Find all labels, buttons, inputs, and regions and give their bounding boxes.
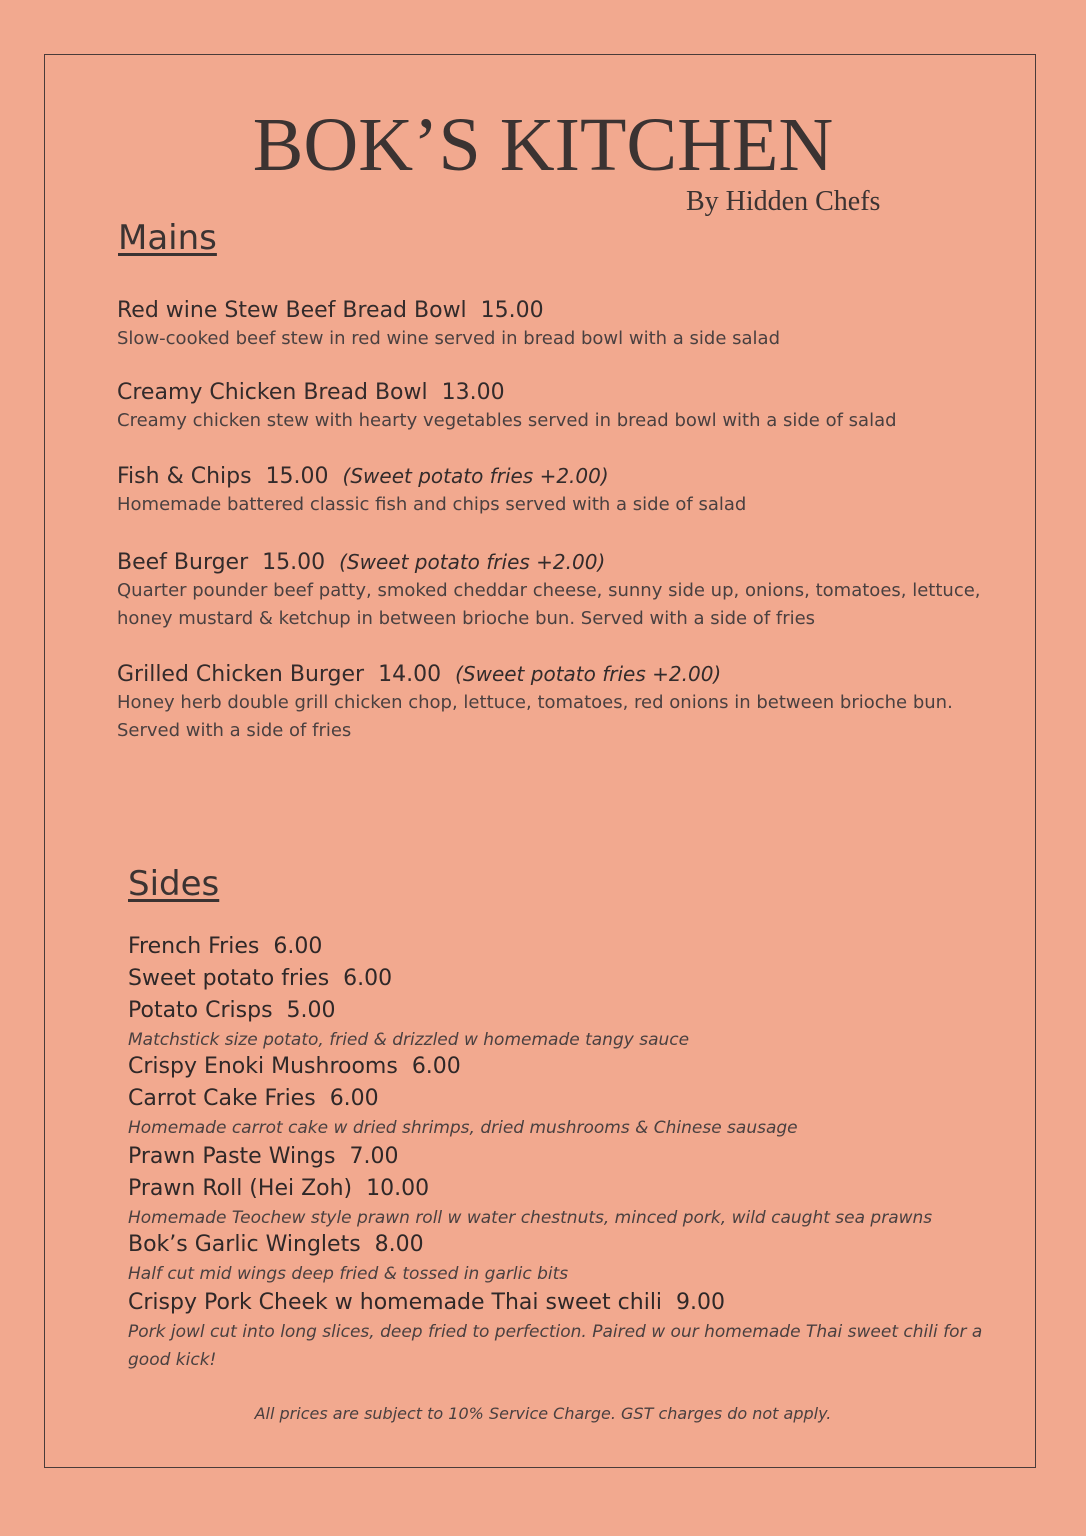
item-upgrade-note: (Sweet potato fries +2.00) <box>342 464 609 488</box>
item-name: Beef Burger <box>117 550 249 575</box>
side-item <box>128 1288 1008 1374</box>
item-name: Crispy Enoki Mushrooms <box>128 1054 398 1079</box>
item-description: Honey herb double grill chicken chop, lettuce, tomatoes, red onions in between brioche bun. Served with a side of fries <box>117 692 953 741</box>
item-price: 5.00 <box>286 998 336 1023</box>
item-price: 15.00 <box>480 298 544 323</box>
item-price: 7.00 <box>349 1144 399 1169</box>
item-upgrade-note: (Sweet potato fries +2.00) <box>339 550 606 574</box>
item-name: Crispy Pork Cheek w homemade Thai sweet chili <box>128 1290 663 1315</box>
side-item <box>128 1052 1008 1082</box>
restaurant-subtitle: By Hidden Chefs <box>686 186 881 217</box>
item-name: French Fries <box>128 934 260 959</box>
item-description: Pork jowl cut into long slices, deep fried to perfection. Paired w our homemade Thai sweet chili for a good kick! <box>128 1322 983 1370</box>
item-name: Red wine Stew Beef Bread Bowl <box>117 298 467 323</box>
side-item <box>128 996 1008 1054</box>
side-item <box>128 932 1008 962</box>
side-item <box>128 1174 1008 1232</box>
main-item <box>117 662 997 745</box>
item-description: Homemade carrot cake w dried shrimps, dried mushrooms & Chinese sausage <box>128 1118 798 1138</box>
item-price: 15.00 <box>265 464 329 489</box>
item-name: Potato Crisps <box>128 998 273 1023</box>
item-description: Slow-cooked beef stew in red wine served in bread bowl with a side salad <box>117 328 781 349</box>
side-item <box>128 964 1008 994</box>
item-price: 6.00 <box>411 1054 461 1079</box>
item-name: Prawn Paste Wings <box>128 1144 336 1169</box>
item-description: Quarter pounder beef patty, smoked cheddar cheese, sunny side up, onions, tomatoes, lettuce, honey mustard & ketchup in between brioche bun. Served with a side of fries <box>117 580 981 629</box>
item-name: Sweet potato fries <box>128 966 330 991</box>
item-price: 14.00 <box>378 662 442 687</box>
item-price: 6.00 <box>273 934 323 959</box>
item-price: 8.00 <box>374 1232 424 1257</box>
item-price: 15.00 <box>262 550 326 575</box>
item-description: Matchstick size potato, fried & drizzled w homemade tangy sauce <box>128 1030 690 1050</box>
item-name: Creamy Chicken Bread Bowl <box>117 380 428 405</box>
item-price: 10.00 <box>366 1176 430 1201</box>
item-description: Homemade Teochew style prawn roll w water chestnuts, minced pork, wild caught sea prawns <box>128 1208 933 1228</box>
main-item <box>117 464 997 519</box>
service-charge-note: All prices are subject to 10% Service Charge. GST charges do not apply. <box>254 1404 832 1423</box>
item-upgrade-note: (Sweet potato fries +2.00) <box>455 662 722 686</box>
item-description: Creamy chicken stew with hearty vegetables served in bread bowl with a side of salad <box>117 410 897 431</box>
item-name: Bok’s Garlic Winglets <box>128 1232 361 1257</box>
sides-heading: Sides <box>128 864 220 904</box>
item-name: Fish & Chips <box>117 464 252 489</box>
item-price: 6.00 <box>343 966 393 991</box>
item-price: 9.00 <box>676 1290 726 1315</box>
item-price: 6.00 <box>329 1086 379 1111</box>
main-item <box>117 550 997 633</box>
item-description: Half cut mid wings deep fried & tossed in garlic bits <box>128 1264 569 1284</box>
item-price: 13.00 <box>441 380 505 405</box>
side-item <box>128 1084 1008 1142</box>
item-description: Homemade battered classic fish and chips served with a side of salad <box>117 494 747 515</box>
item-name: Prawn Roll (Hei Zoh) <box>128 1176 353 1201</box>
side-item <box>128 1142 1008 1172</box>
mains-heading: Mains <box>118 218 217 258</box>
item-name: Grilled Chicken Burger <box>117 662 365 687</box>
item-name: Carrot Cake Fries <box>128 1086 316 1111</box>
side-item <box>128 1230 1008 1288</box>
main-item <box>117 298 997 353</box>
restaurant-title: BOK’S KITCHEN <box>252 103 834 187</box>
main-item <box>117 380 997 435</box>
